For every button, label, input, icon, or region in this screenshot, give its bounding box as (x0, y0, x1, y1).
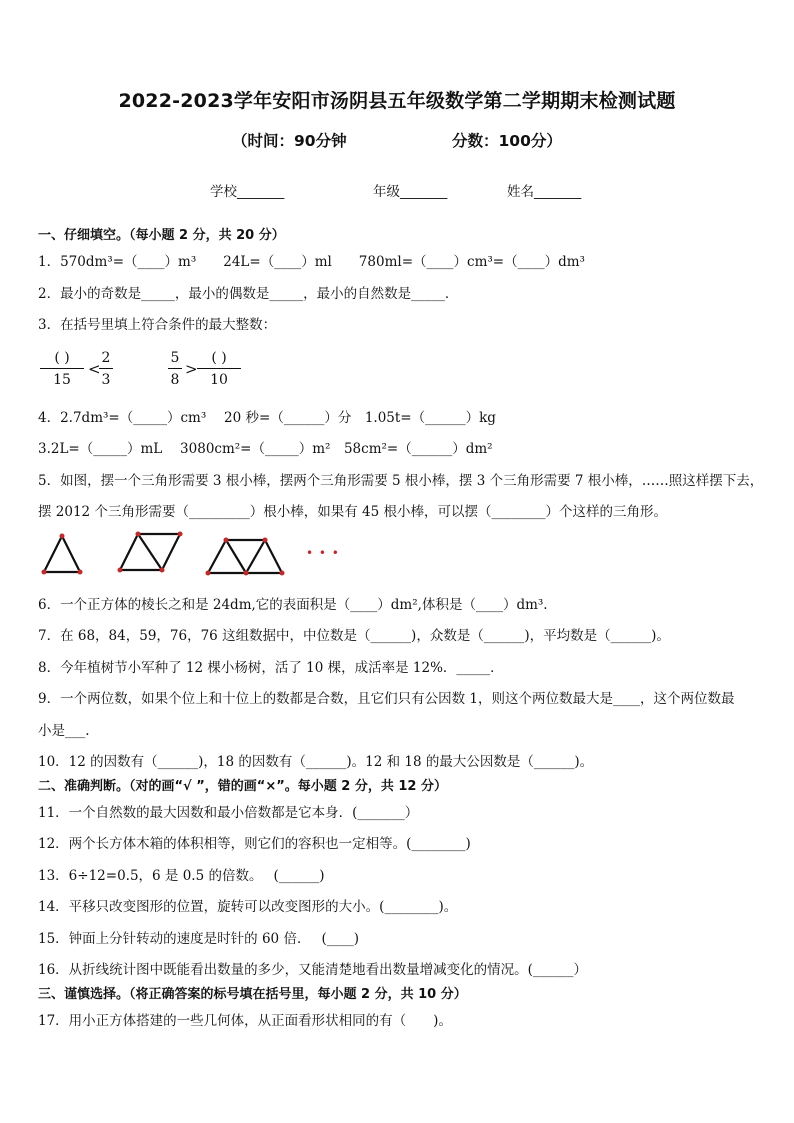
section-2-heading: 二、准确判断。（对的画“√ ”，错的画“×”。每小题 2 分，共 12 分） (38, 779, 448, 794)
grade-field[interactable]: 年级_______ (373, 184, 448, 200)
fraction-denominator: 10 (210, 372, 228, 388)
section-3-heading: 三、谨慎选择。（将正确答案的标号填在括号里，每小题 2 分，共 10 分） (38, 987, 467, 1002)
fraction-numerator: 5 (170, 350, 180, 366)
question-9-line-1: 9．一个两位数，如果个位上和十位上的数都是合数，且它们只有公因数 1，则这个两位数最大是____，这个两位数最 (38, 691, 735, 707)
fraction-five-eighths (168, 349, 182, 389)
fraction-denominator: 8 (170, 372, 180, 388)
fraction-numerator[interactable]: ( ) (54, 350, 70, 366)
question-14: 14．平移只改变图形的位置，旋转可以改变图形的大小。(________)。 (38, 899, 458, 915)
question-15: 15．钟面上分针转动的速度是时针的 60 倍． (____) (38, 931, 360, 947)
question-11: 11．一个自然数的最大因数和最小倍数都是它本身．(_______） (38, 805, 419, 821)
fraction-blank-over-15 (40, 349, 84, 389)
question-8: 8．今年植树节小军种了 12 棵小杨树，活了 10 棵，成活率是 12%．_____． (38, 660, 504, 676)
question-17: 17．用小正方体搭建的一些几何体，从正面看形状相同的有（ )。 (38, 1013, 452, 1029)
less-than-sign: < (88, 360, 101, 378)
fraction-bar (40, 368, 84, 369)
question-3: 3．在括号里填上符合条件的最大整数： (38, 317, 277, 333)
fraction-numerator[interactable]: ( ) (211, 350, 227, 366)
school-field[interactable]: 学校_______ (210, 184, 285, 200)
fraction-denominator: 3 (101, 372, 111, 388)
fraction-bar (168, 368, 182, 369)
question-5-line-1: 5．如图，摆一个三角形需要 3 根小棒，摆两个三角形需要 5 根小棒，摆 3 个三角形需要 7 根小棒，……照这样摆下去， (38, 473, 764, 489)
fraction-blank-over-10 (197, 349, 241, 389)
fraction-bar (99, 368, 113, 369)
three-triangles (206, 538, 285, 576)
matchstick-triangles-figure (36, 528, 346, 580)
two-triangles (118, 532, 183, 573)
page-title: 2022-2023学年安阳市汤阴县五年级数学第二学期期末检测试题 (118, 90, 676, 112)
exam-score: 分数：100分） (452, 132, 562, 150)
question-2: 2．最小的奇数是_____，最小的偶数是_____，最小的自然数是_____． (38, 286, 459, 302)
exam-time: （时间：90分钟 (232, 132, 347, 150)
question-13: 13．6÷12=0.5，6 是 0.5 的倍数。 (______) (38, 868, 325, 884)
question-6: 6．一个正方体的棱长之和是 24dm,它的表面积是（____）dm²,体积是（____）dm³. (38, 597, 548, 613)
question-4-line-1: 4．2.7dm³=（_____）cm³ 20 秒=（______）分 1.05t=（______）kg (38, 410, 496, 426)
question-9-line-2: 小是___. (38, 723, 90, 739)
ellipsis-dots: • • • (306, 546, 340, 560)
greater-than-sign: > (185, 360, 198, 378)
name-field[interactable]: 姓名_______ (507, 184, 582, 200)
question-1: 1．570dm³=（____）m³ 24L=（____）ml 780ml=（____）cm³=（____）dm³ (38, 254, 585, 270)
question-10: 10．12 的因数有（______)，18 的因数有（______)。12 和 18 的最大公因数是（______)。 (38, 754, 594, 770)
question-7: 7．在 68，84，59，76，76 这组数据中，中位数是（______)，众数是（______)，平均数是（______)。 (38, 628, 670, 644)
fraction-bar (197, 368, 241, 369)
fraction-denominator: 15 (53, 372, 71, 388)
fraction-two-thirds (99, 349, 113, 389)
one-triangle (42, 534, 83, 575)
question-16: 16．从折线统计图中既能看出数量的多少，又能清楚地看出数量增减变化的情况。(______） (38, 962, 587, 978)
question-12: 12．两个长方体木箱的体积相等，则它们的容积也一定相等。(________) (38, 836, 471, 852)
question-4-line-2: 3.2L=（_____）mL 3080cm²=（_____）m² 58cm²=（______）dm² (38, 441, 493, 457)
section-1-heading: 一、仔细填空。（每小题 2 分，共 20 分） (38, 228, 285, 243)
question-5-line-2: 摆 2012 个三角形需要（_________）根小棒，如果有 45 根小棒，可以摆（________）个这样的三角形。 (38, 504, 667, 520)
fraction-numerator: 2 (101, 350, 111, 366)
